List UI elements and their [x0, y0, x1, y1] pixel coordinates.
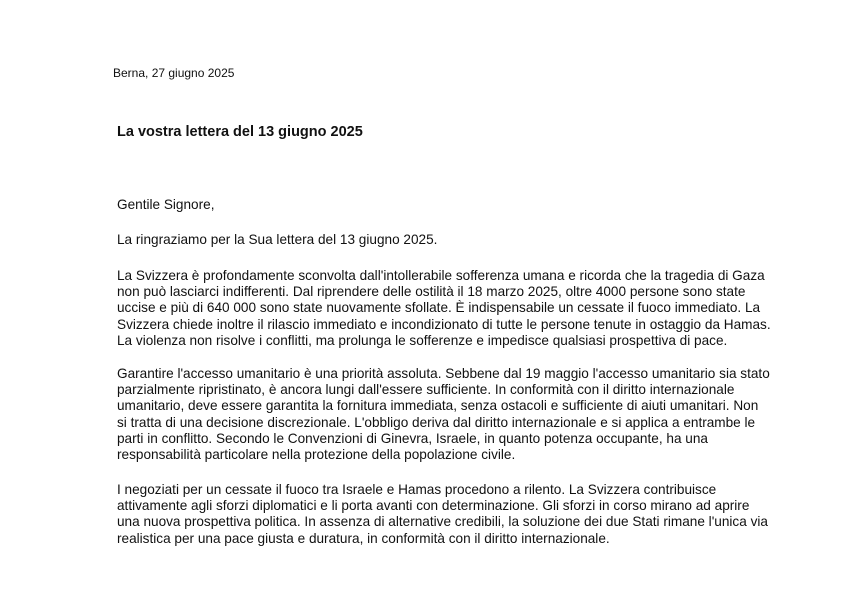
text-line: attivamente agli sforzi diplomatici e li porta avanti con determinazione. Gli sforzi in corso mirano ad aprire	[117, 498, 750, 514]
text-line: parti in conflitto. Secondo le Convenzioni di Ginevra, Israele, in quanto potenza occupante, ha una	[117, 430, 708, 446]
letter-subject: La vostra lettera del 13 giugno 2025	[117, 124, 363, 140]
paragraph-humanitarian-access	[117, 366, 797, 463]
text-line: La violenza non risolve i conflitti, ma prolunga le sofferenze e impedisce qualsiasi prospettiva di pace.	[117, 332, 728, 348]
text-line: parzialmente ripristinato, è ancora lungi dall'essere sufficiente. In conformità con il diritto internazionale	[117, 382, 735, 398]
letter-date: Berna, 27 giugno 2025	[113, 66, 235, 80]
text-line: una nuova prospettiva politica. In assenza di alternative credibili, la soluzione dei due Stati rimane l'unica via	[117, 514, 768, 530]
text-line: responsabilità particolare nella protezione della popolazione civile.	[117, 447, 516, 463]
thanks-paragraph	[117, 232, 797, 248]
text-line: si tratta di una decisione discrezionale. L'obbligo deriva dal diritto internazionale e si applica a entrambe le	[117, 414, 756, 430]
text-line: umanitario, deve essere garantita la fornitura immediata, senza ostacoli e sufficiente di aiuti umanitari. Non	[117, 398, 759, 414]
text-line: non può lasciarci indifferenti. Dal riprendere delle ostilità il 18 marzo 2025, oltre 4000 persone sono state	[117, 284, 746, 300]
salutation: Gentile Signore,	[117, 197, 215, 212]
text-line: I negoziati per un cessate il fuoco tra Israele e Hamas procedono a rilento. La Svizzera contribuisce	[117, 482, 717, 497]
text-line: Svizzera chiede inoltre il rilascio immediato e incondizionato di tutte le persone tenute in ostaggio da Hamas.	[117, 316, 771, 332]
text-line: uccise e più di 640 000 sono state nuovamente sfollate. È indispensabile un cessate il fuoco immediato. La	[117, 300, 761, 316]
text-line: La Svizzera è profondamente sconvolta dall'intollerabile sofferenza umana e ricorda che la tragedia di Gaza	[117, 268, 765, 283]
paragraph-gaza-situation	[117, 268, 797, 349]
text-line: Garantire l'accesso umanitario è una priorità assoluta. Sebbene dal 19 maggio l'accesso umanitario sia stato	[117, 366, 770, 381]
paragraph-negotiations	[117, 482, 797, 547]
text-line: La ringraziamo per la Sua lettera del 13 giugno 2025.	[117, 232, 438, 247]
text-line: realistica per una pace giusta e duratura, in conformità con il diritto internazionale.	[117, 530, 610, 546]
